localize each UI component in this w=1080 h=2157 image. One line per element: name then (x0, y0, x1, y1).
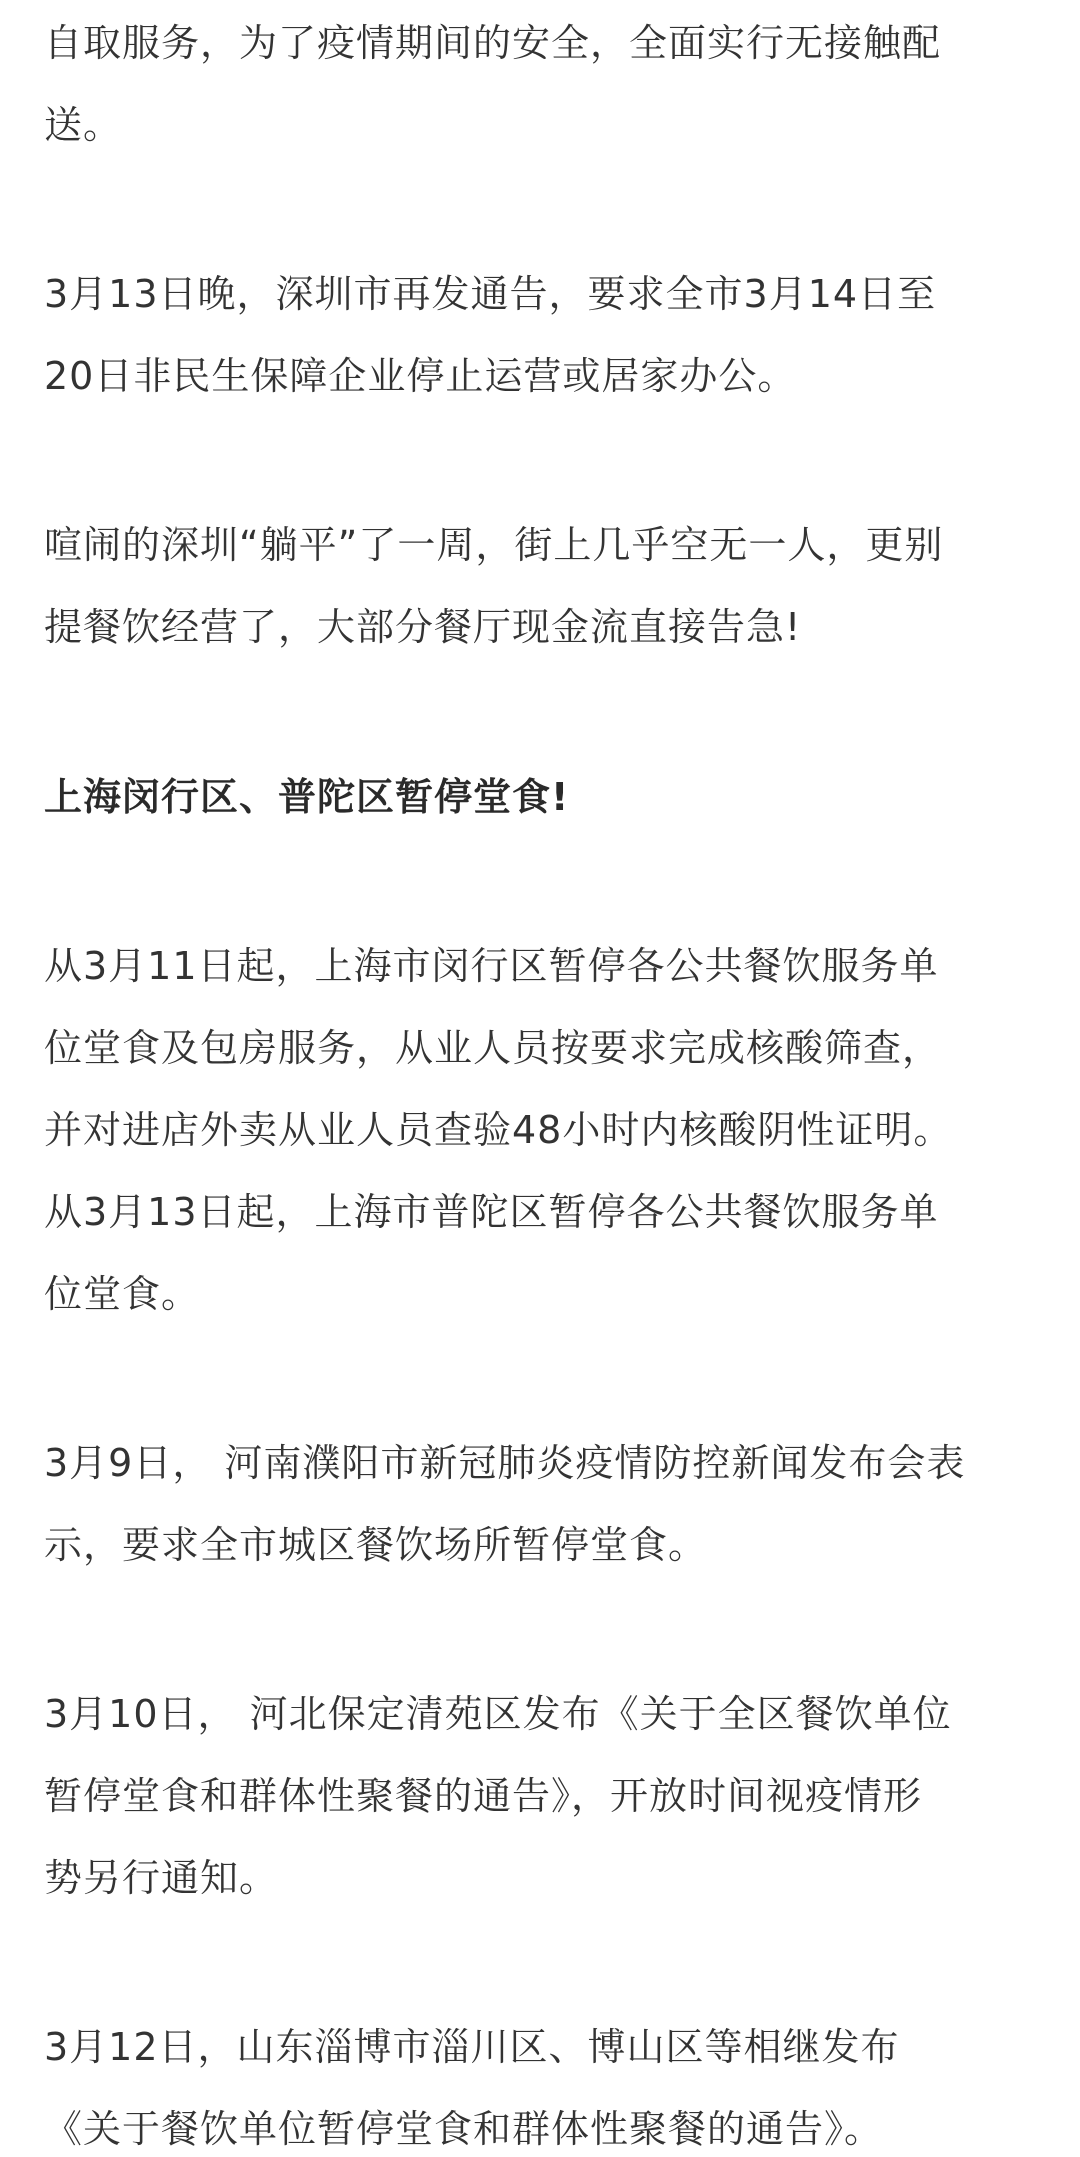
paragraph-line: 示，要求全市城区餐饮场所暂停堂食。 (44, 1523, 708, 1567)
paragraph-line: 3月10日， 河北保定清苑区发布《关于全区餐饮单位 (44, 1692, 952, 1736)
section-heading: 上海闵行区、普陀区暂停堂食! (44, 775, 570, 819)
paragraph-line: 位堂食。 (44, 1272, 201, 1316)
paragraph-line: 自取服务，为了疫情期间的安全，全面实行无接触配 (44, 21, 942, 65)
paragraph-line: 3月9日， 河南濮阳市新冠肺炎疫情防控新闻发布会表 (44, 1441, 966, 1485)
paragraph-line: 从3月13日起，上海市普陀区暂停各公共餐饮服务单 (44, 1190, 939, 1234)
paragraph-line: 并对进店外卖从业人员查验48小时内核酸阴性证明。 (44, 1108, 953, 1152)
paragraph-line: 位堂食及包房服务，从业人员按要求完成核酸筛查， (44, 1026, 942, 1070)
paragraph-line: 势另行通知。 (44, 1856, 279, 1900)
paragraph-line: 喧闹的深圳“躺平”了一周，街上几乎空无一人，更别 (44, 523, 944, 567)
paragraph-line: 暂停堂食和群体性聚餐的通告》，开放时间视疫情形 (44, 1774, 923, 1818)
paragraph-line: 《关于餐饮单位暂停堂食和群体性聚餐的通告》。 (44, 2107, 884, 2151)
paragraph-line: 提餐饮经营了，大部分餐厅现金流直接告急! (44, 605, 802, 649)
paragraph-line: 送。 (44, 103, 123, 147)
paragraph-line: 从3月11日起，上海市闵行区暂停各公共餐饮服务单 (44, 944, 939, 988)
paragraph-line: 3月12日，山东淄博市淄川区、博山区等相继发布 (44, 2025, 900, 2069)
paragraph-line: 20日非民生保障企业停止运营或居家办公。 (44, 354, 797, 398)
paragraph-line: 3月13日晚，深圳市再发通告，要求全市3月14日至 (44, 272, 937, 316)
